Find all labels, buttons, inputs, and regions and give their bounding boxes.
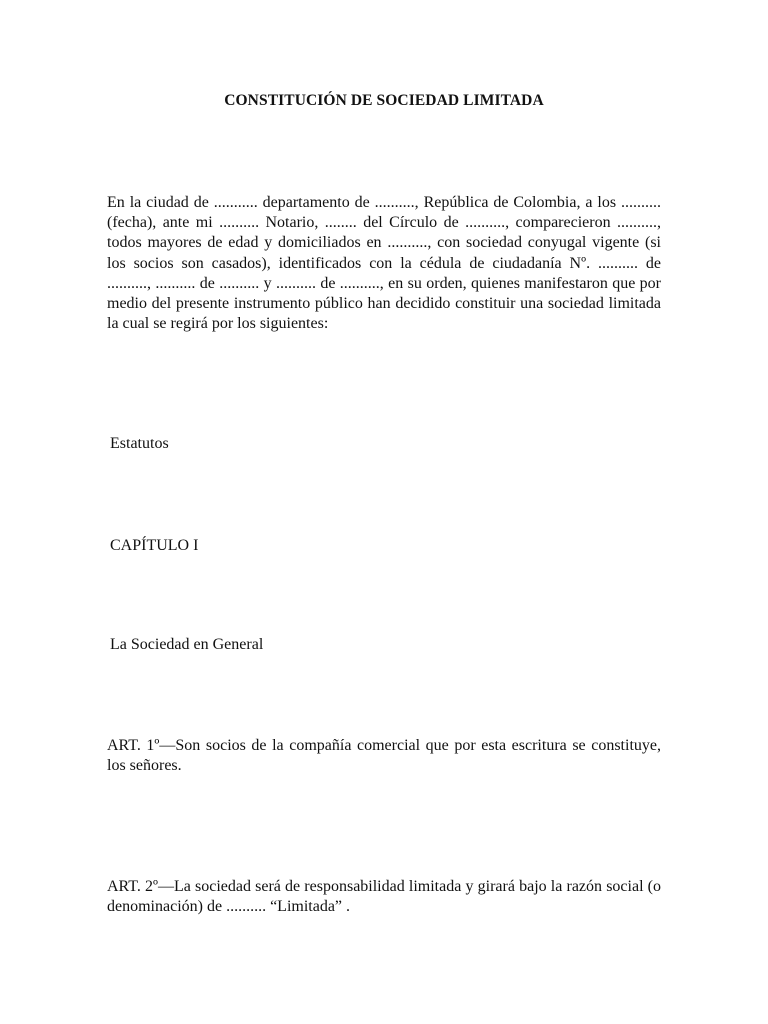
article-2: ART. 2º—La sociedad será de responsabilidad limitada y girará bajo la razón social (o denominación) de .......... “Limitada” .: [107, 878, 661, 916]
chapter-heading: CAPÍTULO I: [110, 537, 199, 554]
intro-paragraph: En la ciudad de ........... departamento de .........., República de Colombia, a los .......... (fecha), ante mi .......... Notario, ........ del Círculo de .........., comparecieron .........., todos mayores de edad y domiciliados en .........., con sociedad conyugal vigente (si los socios son casados), identificados con la cédula de ciudadanía Nº. .......... de .........., .......... de .......... y .......... de .........., en su orden, quienes manifestaron que por medio del presente instrumento público han decidido constituir una sociedad limitada la cual se regirá por los siguientes:: [107, 194, 661, 333]
document-title: CONSTITUCIÓN DE SOCIEDAD LIMITADA: [224, 92, 544, 109]
chapter-title: La Sociedad en General: [110, 636, 264, 653]
article-1: ART. 1º—Son socios de la compañía comercial que por esta escritura se constituye, los señores.: [107, 737, 661, 775]
estatutos-heading: Estatutos: [110, 435, 169, 452]
